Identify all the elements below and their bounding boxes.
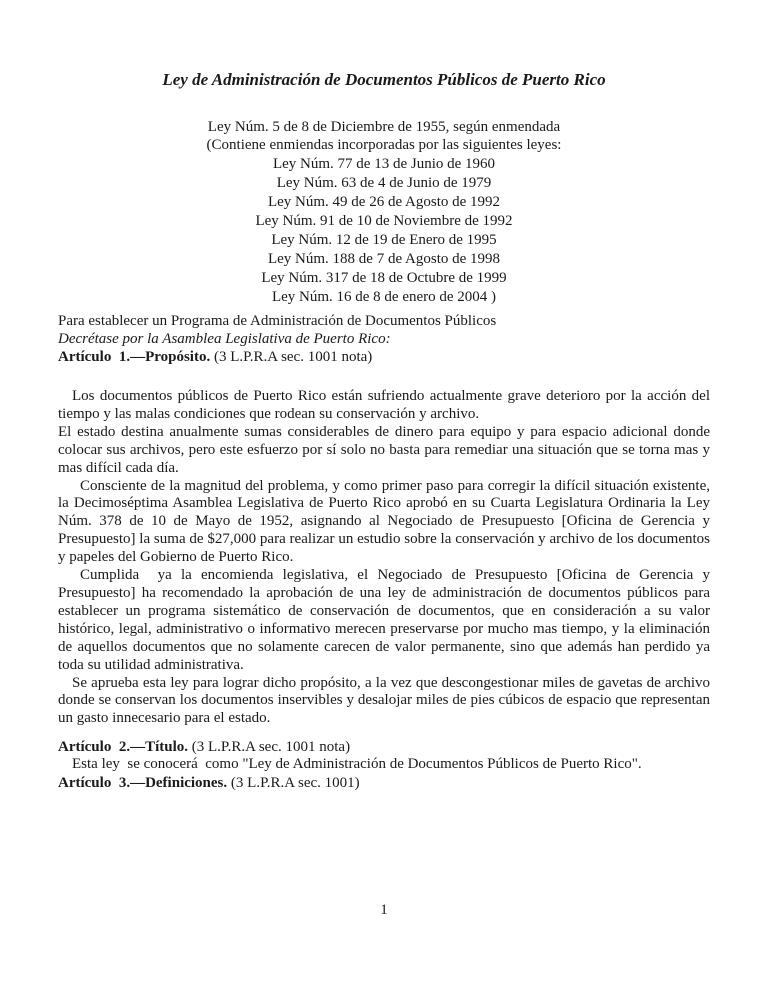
article-2-reference: (3 L.P.R.A sec. 1001 nota) [191,739,351,756]
amendment-law: Ley Núm. 12 de 19 de Enero de 1995 [271,232,497,248]
paragraph: El estado destina anualmente sumas considerables de dinero para equipo y para espacio adicional donde colocar sus archivos, pero este esfuerzo por sí solo no basta para remediar una situación que se torna mas y mas difícil cada día. [58,423,710,476]
document-title: Ley de Administración de Documentos Públicos de Puerto Rico [162,70,606,89]
amendment-law: Ley Núm. 91 de 10 de Noviembre de 1992 [255,213,513,229]
article-3-heading [58,774,710,792]
amendments-block [58,136,710,307]
paragraph: Se aprueba esta ley para lograr dicho propósito, a la vez que descongestionar miles de gavetas de archivo donde se conservan los documentos inservibles y desalojar miles de pies cúbicos de espacio que representan un gasto innecesario para el estado. [58,674,710,727]
amendment-law: Ley Núm. 63 de 4 de Junio de 1979 [276,175,492,191]
article-1-reference: (3 L.P.R.A sec. 1001 nota) [213,349,373,365]
amendment-law: Ley Núm. 77 de 13 de Junio de 1960 [272,156,496,172]
amendment-law: Ley Núm. 49 de 26 de Agosto de 1992 [267,194,501,210]
article-2-title: Artículo 2.—Título. [58,739,188,756]
paragraph: Esta ley se conocerá como "Ley de Administración de Documentos Públicos de Puerto Rico". [72,756,642,773]
article-1-title: Artículo 1.—Propósito. [58,349,211,365]
document-subtitle: Ley Núm. 5 de 8 de Diciembre de 1955, según enmendada [207,119,561,135]
amendments-intro: (Contiene enmiendas incorporadas por las siguientes leyes: [206,137,562,153]
article-1-heading [58,348,710,366]
amendment-law: Ley Núm. 16 de 8 de enero de 2004 ) [271,289,497,305]
preamble: Para establecer un Programa de Administración de Documentos Públicos [58,313,497,329]
amendment-law: Ley Núm. 317 de 18 de Octubre de 1999 [261,270,507,286]
article-3-title: Artículo 3.—Definiciones. [58,775,228,792]
page-number: 1 [380,902,388,918]
paragraph: Consciente de la magnitud del problema, y como primer paso para corregir la difícil situación existente, la Decimoséptima Asamblea Legislativa de Puerto Rico aprobó en su Cuarta Legislatura Ordinaria la Ley Núm. 378 de 10 de Mayo de 1952, asignando al Negociado de Presupuesto [Oficina de Gerencia y Presupuesto] la suma de $27,000 para realizar un estudio sobre la conservación y archivo de los documentos y papeles del Gobierno de Puerto Rico. [58,477,710,566]
paragraph: Cumplida ya la encomienda legislativa, el Negociado de Presupuesto [Oficina de Gerencia y Presupuesto] ha recomendado la aprobación de una ley de administración de documentos públicos para establecer un programa sistemático de conservación de documentos, que en consideración a su valor histórico, legal, administrativo o informativo merecen preservarse por mucho mas tiempo, y la eliminación de aquellos documentos que no solamente carecen de valor permanente, sino que además han perdido ya toda su utilidad administrativa. [58,567,710,673]
article-1-body [58,388,710,728]
paragraph: Los documentos públicos de Puerto Rico están sufriendo actualmente grave deterioro por la acción del tiempo y las malas condiciones que rodean su conservación y archivo. [58,388,710,422]
article-2-heading [58,738,710,756]
enactment-clause: Decrétase por la Asamblea Legislativa de Puerto Rico: [58,331,391,347]
article-3-reference: (3 L.P.R.A sec. 1001) [230,775,360,792]
amendment-law: Ley Núm. 188 de 7 de Agosto de 1998 [267,251,501,267]
